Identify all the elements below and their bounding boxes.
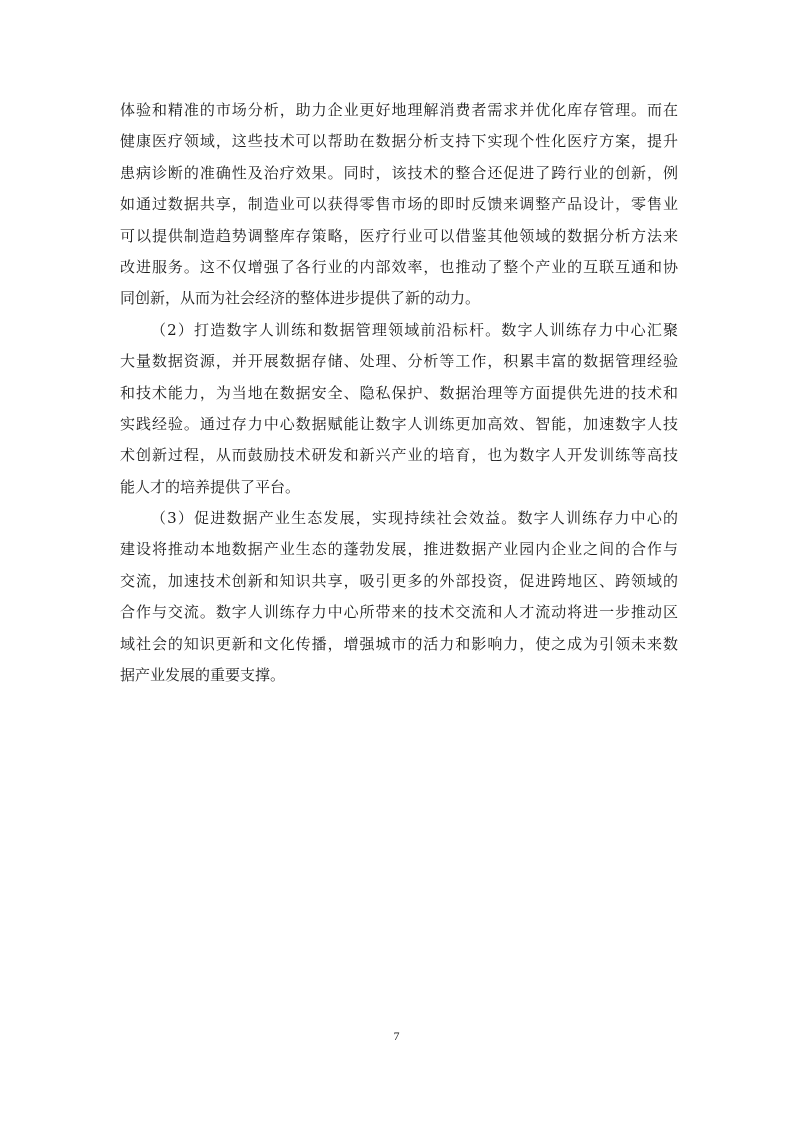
text-line: 合作与交流。数字人训练存力中心所带来的技术交流和人才流动将进一步推动区	[120, 603, 678, 622]
text-line: 交流，加速技术创新和知识共享，吸引更多的外部投资，促进跨地区、跨领域的	[120, 571, 678, 590]
text-line: 实践经验。通过存力中心数据赋能让数字人训练更加高效、智能，加速数字人技	[120, 414, 678, 433]
text-line: 如通过数据共享，制造业可以获得零售市场的即时反馈来调整产品设计，零售业	[120, 195, 678, 214]
text-line: 域社会的知识更新和文化传播，增强城市的活力和影响力，使之成为引领未来数	[120, 634, 678, 653]
text-line: 大量数据资源，并开展数据存储、处理、分析等工作，积累丰富的数据管理经验	[120, 352, 678, 371]
text-line: 体验和精准的市场分析，助力企业更好地理解消费者需求并优化库存管理。而在	[120, 101, 678, 119]
text-line: 术创新过程，从而鼓励技术研发和新兴产业的培育，也为数字人开发训练等高技	[120, 446, 678, 465]
paragraph	[120, 95, 678, 315]
text-line: 建设将推动本地数据产业生态的蓬勃发展，推进数据产业园内企业之间的合作与	[120, 540, 678, 559]
text-line: 和技术能力，为当地在数据安全、隐私保护、数据治理等方面提供先进的技术和	[120, 383, 678, 402]
paragraph	[120, 315, 678, 503]
page-number: 7	[393, 1029, 400, 1043]
text-line: 健康医疗领域，这些技术可以帮助在数据分析支持下实现个性化医疗方案，提升	[120, 132, 678, 151]
text-line: （3）促进数据产业生态发展，实现持续社会效益。数字人训练存力中心的	[151, 509, 678, 528]
text-line: 同创新，从而为社会经济的整体进步提供了新的动力。	[120, 289, 481, 308]
text-line: 改进服务。这不仅增强了各行业的内部效率，也推动了整个产业的互联互通和协	[120, 257, 678, 276]
text-line: 据产业发展的重要支撑。	[120, 666, 286, 685]
text-line: 可以提供制造趋势调整库存策略，医疗行业可以借鉴其他领域的数据分析方法来	[120, 226, 678, 245]
text-line: 患病诊断的准确性及治疗效果。同时，该技术的整合还促进了跨行业的创新，例	[120, 163, 678, 182]
text-line: 能人才的培养提供了平台。	[120, 477, 301, 496]
body-text	[120, 95, 678, 691]
text-line: （2）打造数字人训练和数据管理领域前沿标杆。数字人训练存力中心汇聚	[151, 320, 678, 339]
paragraph	[120, 503, 678, 691]
